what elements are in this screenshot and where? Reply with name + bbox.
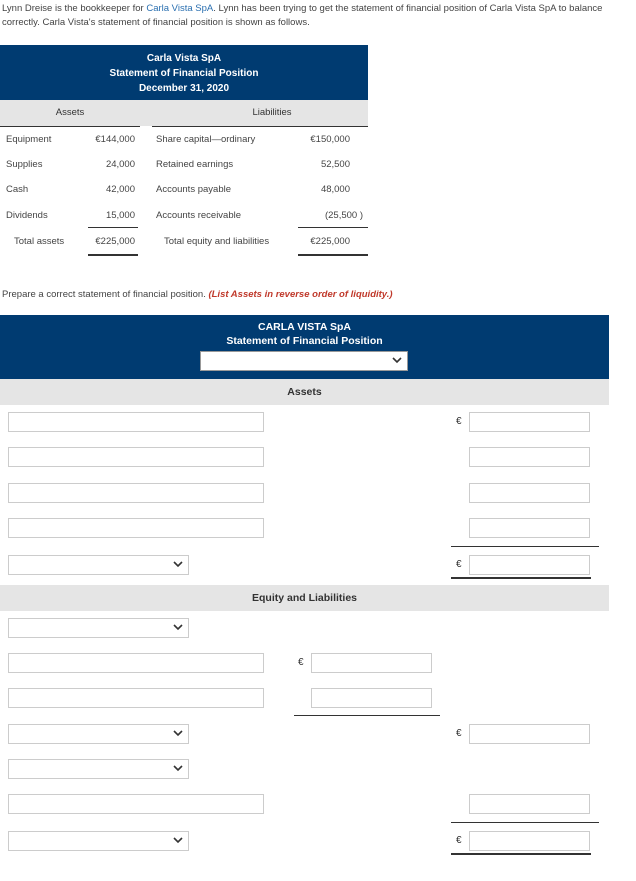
total-assets-double-rule	[88, 254, 138, 256]
asset-amount-input[interactable]	[469, 483, 590, 503]
liability-value: (25,500 )	[324, 210, 363, 221]
total-liabilities-label: Total equity and liabilities	[164, 236, 270, 247]
asset-amount-input[interactable]	[469, 447, 590, 467]
asset-label-input[interactable]	[8, 447, 264, 467]
currency-symbol: €	[456, 835, 462, 846]
original-statement-date: December 31, 2020	[138, 83, 230, 94]
total-assets-input[interactable]	[469, 555, 590, 575]
liability-label: Retained earnings	[156, 159, 234, 170]
total-liabilities-double-rule	[298, 254, 368, 256]
liabilities-sum-rule	[451, 822, 599, 823]
currency-symbol: €	[456, 559, 462, 570]
liability-label: Accounts payable	[156, 184, 231, 195]
instruction-note: (List Assets in reverse order of liquidity.)	[208, 289, 393, 300]
total-equity-liabilities-double-rule	[451, 853, 591, 855]
liability-label: Accounts receivable	[156, 210, 242, 221]
answer-form-header	[0, 315, 609, 379]
liabilities-column-header: Liabilities	[140, 100, 368, 126]
liability-value: 48,000	[320, 184, 350, 195]
liability-amount-input[interactable]	[469, 794, 590, 814]
date-select[interactable]	[200, 351, 408, 371]
original-statement-header	[0, 45, 368, 100]
company-name-highlight: Carla Vista SpA	[146, 3, 214, 14]
asset-value: 42,000	[105, 184, 135, 195]
asset-value: 15,000	[105, 210, 135, 221]
asset-value: €144,000	[95, 134, 135, 145]
total-equity-liabilities-input[interactable]	[469, 831, 590, 851]
original-company-name: Carla Vista SpA	[146, 53, 222, 64]
asset-label-input[interactable]	[8, 412, 264, 432]
liability-label: Share capital—ordinary	[156, 134, 256, 145]
liabilities-header-rule	[152, 126, 368, 127]
equity-amount-input[interactable]	[311, 653, 432, 673]
instruction-text: Prepare a correct statement of financial position. (List Assets in reverse order of liquidity.)	[2, 289, 393, 300]
currency-symbol: €	[456, 416, 462, 427]
total-assets-select[interactable]	[8, 555, 189, 575]
chevron-down-icon	[173, 763, 183, 773]
currency-symbol: €	[456, 728, 462, 739]
original-statement-title: Statement of Financial Position	[109, 68, 259, 79]
liability-value: €150,000	[310, 134, 350, 145]
asset-amount-input[interactable]	[469, 412, 590, 432]
assets-section-header: Assets	[0, 379, 609, 405]
liability-sum-rule	[298, 227, 368, 228]
assets-header-rule	[0, 126, 140, 127]
assets-sum-rule	[451, 546, 599, 547]
equity-label-input[interactable]	[8, 688, 264, 708]
chevron-down-icon	[392, 355, 402, 365]
total-assets-value: €225,000	[95, 236, 135, 247]
total-liabilities-value: €225,000	[310, 236, 350, 247]
chevron-down-icon	[173, 622, 183, 632]
total-equity-liabilities-select[interactable]	[8, 831, 189, 851]
asset-label: Dividends	[6, 210, 48, 221]
chevron-down-icon	[173, 728, 183, 738]
asset-amount-input[interactable]	[469, 518, 590, 538]
asset-label: Cash	[6, 184, 29, 195]
asset-label-input[interactable]	[8, 518, 264, 538]
currency-symbol: €	[298, 657, 304, 668]
equity-sum-rule	[294, 715, 440, 716]
asset-label: Supplies	[6, 159, 43, 170]
asset-value: 24,000	[105, 159, 135, 170]
chevron-down-icon	[173, 559, 183, 569]
equity-liabilities-section-header: Equity and Liabilities	[0, 585, 609, 611]
asset-label: Equipment	[6, 134, 52, 145]
form-statement-title: Statement of Financial Position	[226, 335, 383, 347]
total-assets-double-rule	[451, 577, 591, 579]
equity-label-input[interactable]	[8, 653, 264, 673]
asset-label-input[interactable]	[8, 483, 264, 503]
total-assets-label: Total assets	[14, 236, 65, 247]
equity-amount-input[interactable]	[311, 688, 432, 708]
chevron-down-icon	[173, 835, 183, 845]
liability-value: 52,500	[320, 159, 350, 170]
liability-label-input[interactable]	[8, 794, 264, 814]
form-company-name: CARLA VISTA SpA	[258, 321, 351, 333]
equity-category-select[interactable]	[8, 618, 189, 638]
problem-intro: Lynn Dreise is the bookkeeper for Carla Vista SpA. Lynn has been trying to get the statement of financial position of Carla Vista SpA to balance correctly. Carla Vista's statement of financial position is shown as follows.	[2, 3, 603, 28]
asset-sum-rule	[88, 227, 138, 228]
liabilities-category-select[interactable]	[8, 759, 189, 779]
total-equity-select[interactable]	[8, 724, 189, 744]
assets-column-header: Assets	[0, 100, 140, 126]
total-equity-input[interactable]	[469, 724, 590, 744]
